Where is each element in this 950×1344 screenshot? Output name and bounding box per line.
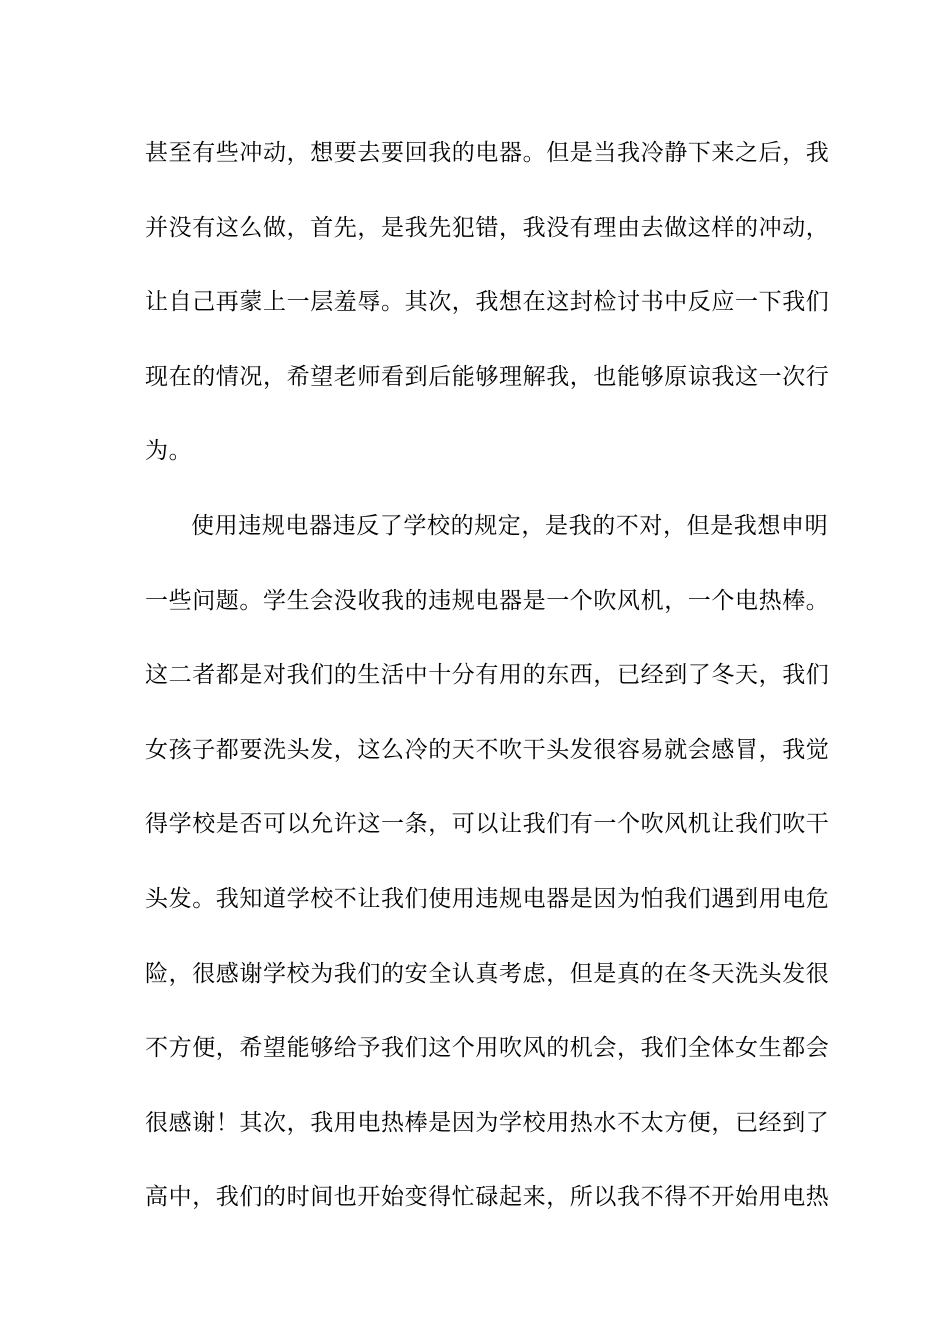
text-line: 头发。我知道学校不让我们使用违规电器是因为怕我们遇到用电危	[145, 885, 830, 912]
text-line: 得学校是否可以允许这一条，可以让我们有一个吹风机让我们吹干	[145, 811, 830, 838]
text-line: 女孩子都要洗头发，这么冷的天不吹干头发很容易就会感冒，我觉	[145, 736, 830, 763]
paragraph-continued	[145, 133, 830, 506]
text-line: 高中，我们的时间也开始变得忙碌起来，所以我不得不开始用电热	[145, 1184, 830, 1211]
text-line: 这二者都是对我们的生活中十分有用的东西，已经到了冬天，我们	[145, 662, 830, 689]
text-line: 并没有这么做，首先，是我先犯错，我没有理由去做这样的冲动，	[145, 214, 830, 241]
text-line: 让自己再蒙上一层羞辱。其次，我想在这封检讨书中反应一下我们	[145, 289, 830, 316]
text-line: 一些问题。学生会没收我的违规电器是一个吹风机，一个电热棒。	[145, 587, 830, 614]
text-line: 险，很感谢学校为我们的安全认真考虑，但是真的在冬天洗头发很	[145, 960, 830, 987]
text-line: 不方便，希望能够给予我们这个用吹风的机会，我们全体女生都会	[145, 1035, 830, 1062]
text-line: 甚至有些冲动，想要去要回我的电器。但是当我冷静下来之后，我	[145, 140, 830, 166]
text-line: 为。	[145, 438, 193, 465]
text-line-indented: 使用违规电器违反了学校的规定，是我的不对，但是我想申明	[191, 512, 829, 539]
text-line: 很感谢！其次，我用电热棒是因为学校用热水不太方便，已经到了	[145, 1109, 830, 1136]
paragraph-electrical-appliances	[145, 506, 830, 1252]
document-body	[145, 133, 830, 1252]
text-line: 现在的情况，希望老师看到后能够理解我，也能够原谅我这一次行	[145, 363, 830, 390]
